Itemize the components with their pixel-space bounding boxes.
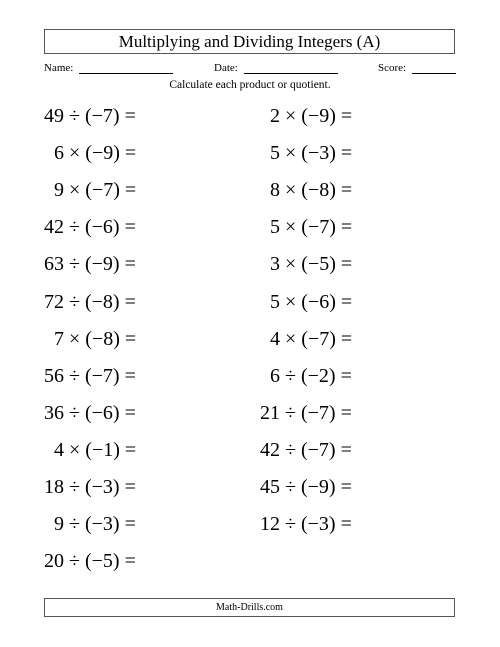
footer-text: Math-Drills.com [216, 602, 283, 613]
problem-operand: 36 [44, 401, 64, 424]
problem-expression: ÷ (−7) = [280, 438, 352, 461]
problem-operand: 9 [54, 513, 64, 536]
problem-expression: × (−7) = [280, 216, 353, 239]
problem-item [240, 327, 352, 351]
problem-expression: ÷ (−3) = [64, 513, 136, 536]
problem-operand: 5 [270, 216, 280, 239]
problem-expression: ÷ (−7) = [280, 401, 352, 424]
name-field [44, 61, 173, 74]
problem-operand: 56 [44, 364, 64, 387]
worksheet-title-box [44, 29, 455, 54]
worksheet-title: Multiplying and Dividing Integers (A) [118, 31, 381, 51]
problem-expression: × (−9) = [64, 142, 137, 165]
problem-operand: 18 [44, 476, 64, 498]
problem-expression: × (−6) = [280, 290, 353, 313]
problem-operand: 20 [44, 550, 64, 573]
problem-operand: 6 [270, 364, 280, 387]
date-blank-line[interactable] [244, 61, 338, 74]
problem-item [24, 215, 136, 239]
problem-expression: ÷ (−7) = [64, 364, 136, 387]
problem-item [24, 438, 136, 462]
problem-expression: × (−7) = [280, 327, 353, 350]
problem-item [240, 290, 352, 314]
problem-operand: 6 [54, 142, 64, 165]
problem-item [24, 549, 136, 573]
problem-operand: 42 [44, 216, 64, 239]
problem-item [240, 215, 352, 239]
score-label: Score: [378, 62, 407, 74]
problem-item [24, 178, 136, 202]
problem-item [240, 438, 352, 462]
problem-item [240, 512, 352, 536]
problem-operand: 42 [260, 438, 280, 461]
instructions: Calculate each product or quotient. [169, 79, 331, 91]
problem-operand: 5 [270, 290, 280, 313]
problem-operand: 12 [260, 513, 280, 536]
problem-expression: ÷ (−6) = [64, 401, 136, 424]
problem-item [240, 178, 352, 202]
problem-item [24, 364, 136, 388]
problem-operand: 4 [54, 438, 64, 461]
problem-operand: 3 [270, 253, 280, 276]
problem-operand: 9 [54, 179, 64, 202]
problem-item [240, 104, 352, 128]
problem-expression: ÷ (−8) = [64, 290, 136, 313]
problem-expression: × (−8) = [64, 327, 137, 350]
problem-expression: × (−3) = [280, 142, 353, 165]
problem-item [24, 327, 136, 351]
problem-expression: × (−1) = [64, 438, 137, 461]
problem-expression: × (−9) = [280, 105, 353, 127]
problem-expression: ÷ (−6) = [64, 216, 136, 239]
problem-expression: × (−8) = [280, 179, 353, 202]
name-label: Name: [44, 62, 74, 74]
problem-expression: × (−7) = [64, 179, 137, 202]
problem-item [24, 104, 136, 128]
problem-item [24, 512, 136, 536]
problem-operand: 21 [260, 401, 280, 424]
problem-operand: 45 [260, 476, 280, 498]
problem-item [240, 141, 352, 165]
problem-operand: 4 [270, 327, 280, 350]
problem-operand: 63 [44, 253, 64, 276]
problem-operand: 2 [270, 105, 280, 127]
score-blank-line[interactable] [412, 61, 456, 74]
problem-operand: 8 [270, 179, 280, 202]
problem-operand: 7 [54, 327, 64, 350]
student-info-row [0, 61, 500, 77]
score-field [378, 61, 456, 74]
problem-expression: × (−5) = [280, 253, 353, 276]
problem-item [240, 475, 352, 499]
problem-item [24, 141, 136, 165]
problem-item [24, 401, 136, 425]
problem-expression: ÷ (−7) = [64, 105, 136, 127]
problem-item [240, 401, 352, 425]
problem-item [240, 252, 352, 276]
problem-expression: ÷ (−2) = [280, 364, 352, 387]
date-field [214, 61, 338, 74]
problem-expression: ÷ (−5) = [64, 550, 136, 573]
problem-item [240, 364, 352, 388]
problem-item [24, 252, 136, 276]
footer-box [44, 598, 455, 617]
problem-operand: 72 [44, 290, 64, 313]
name-blank-line[interactable] [79, 61, 173, 74]
problem-expression: ÷ (−3) = [64, 476, 136, 498]
problem-item [24, 475, 136, 499]
problem-expression: ÷ (−9) = [64, 253, 136, 276]
problem-operand: 5 [270, 142, 280, 165]
date-label: Date: [214, 62, 238, 74]
problem-operand: 49 [44, 105, 64, 127]
problem-expression: ÷ (−9) = [280, 476, 352, 498]
problem-expression: ÷ (−3) = [280, 513, 352, 536]
problem-item [24, 290, 136, 314]
